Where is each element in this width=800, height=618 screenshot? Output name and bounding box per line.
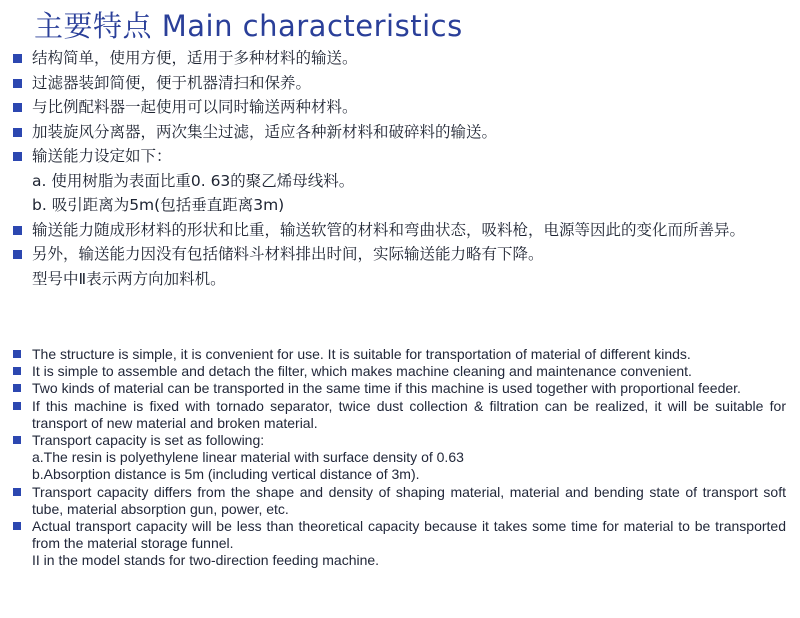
en-item-text: Actual transport capacity will be less than theoretical capacity because it takes some time for material to be transported from the material storage funnel. <box>32 518 786 552</box>
square-bullet-icon <box>13 79 22 88</box>
square-bullet-icon <box>13 250 22 259</box>
en-list-item <box>0 346 800 363</box>
en-list-item <box>0 518 800 552</box>
cn-list-item <box>0 95 800 120</box>
en-sub-item: II in the model stands for two-direction feeding machine. <box>32 552 380 569</box>
en-item-text: Transport capacity differs from the shape and density of shaping material, material and bending state of transport soft tube, material absorption gun, power, etc. <box>32 483 786 517</box>
cn-list-item <box>0 144 800 169</box>
en-list-item <box>0 398 800 432</box>
cn-sub-item: b. 吸引距离为5m(包括垂直距离3m) <box>32 196 285 214</box>
square-bullet-icon <box>13 152 22 161</box>
en-sub-item: b.Absorption distance is 5m (including vertical distance of 3m). <box>32 466 420 483</box>
english-feature-list <box>0 346 800 570</box>
cn-item-text: 加装旋风分离器，两次集尘过滤，适应各种新材料和破碎料的输送。 <box>32 122 498 141</box>
cn-list-item <box>0 71 800 96</box>
en-item-text: It is simple to assemble and detach the filter, which makes machine cleaning and maintenance convenient. <box>32 363 692 380</box>
cn-sub-item: 型号中Ⅱ表示两方向加料机。 <box>32 269 226 288</box>
square-bullet-icon <box>13 350 21 358</box>
cn-sub-item: a. 使用树脂为表面比重0. 63的聚乙烯母线料。 <box>32 171 355 190</box>
cn-item-text: 输送能力设定如下： <box>32 147 172 165</box>
square-bullet-icon <box>13 54 22 63</box>
en-list-item <box>0 484 800 518</box>
cn-item-text: 结构简单，使用方便，适用于多种材料的输送。 <box>32 49 358 67</box>
cn-list-item <box>0 120 800 145</box>
square-bullet-icon <box>13 128 22 137</box>
square-bullet-icon <box>13 226 22 235</box>
en-sub-item: a.The resin is polyethylene linear material with surface density of 0.63 <box>32 449 464 466</box>
en-list-item <box>0 432 800 449</box>
en-item-text: Two kinds of material can be transported in the same time if this machine is used together with proportional feeder. <box>32 380 741 397</box>
cn-item-text: 过滤器装卸简便，便于机器清扫和保养。 <box>32 73 312 92</box>
cn-item-text: 另外，输送能力因没有包括储料斗材料排出时间，实际输送能力略有下降。 <box>32 245 544 263</box>
square-bullet-icon <box>13 103 22 112</box>
cn-list-item <box>0 218 800 243</box>
cn-list-item <box>0 46 800 71</box>
page-title: 主要特点 Main characteristics <box>34 9 463 43</box>
square-bullet-icon <box>13 522 21 530</box>
en-item-text: Transport capacity is set as following: <box>32 432 265 449</box>
cn-item-text: 输送能力随成形材料的形状和比重，输送软管的材料和弯曲状态，吸料枪，电源等因此的变化而所善异。 <box>32 220 746 239</box>
square-bullet-icon <box>13 402 21 410</box>
square-bullet-icon <box>13 367 21 375</box>
cn-item-text: 与比例配料器一起使用可以同时输送两种材料。 <box>32 98 358 116</box>
square-bullet-icon <box>13 488 21 496</box>
en-list-item <box>0 380 800 397</box>
en-item-text: The structure is simple, it is convenient for use. It is suitable for transportation of material of different kinds. <box>32 346 691 362</box>
square-bullet-icon <box>13 384 21 392</box>
chinese-feature-list <box>0 46 800 291</box>
cn-list-item <box>0 242 800 267</box>
en-item-text: If this machine is fixed with tornado separator, twice dust collection & filtration can be realized, it will be suitable for transport of new material and broken material. <box>32 397 786 431</box>
en-list-item <box>0 363 800 380</box>
square-bullet-icon <box>13 436 21 444</box>
